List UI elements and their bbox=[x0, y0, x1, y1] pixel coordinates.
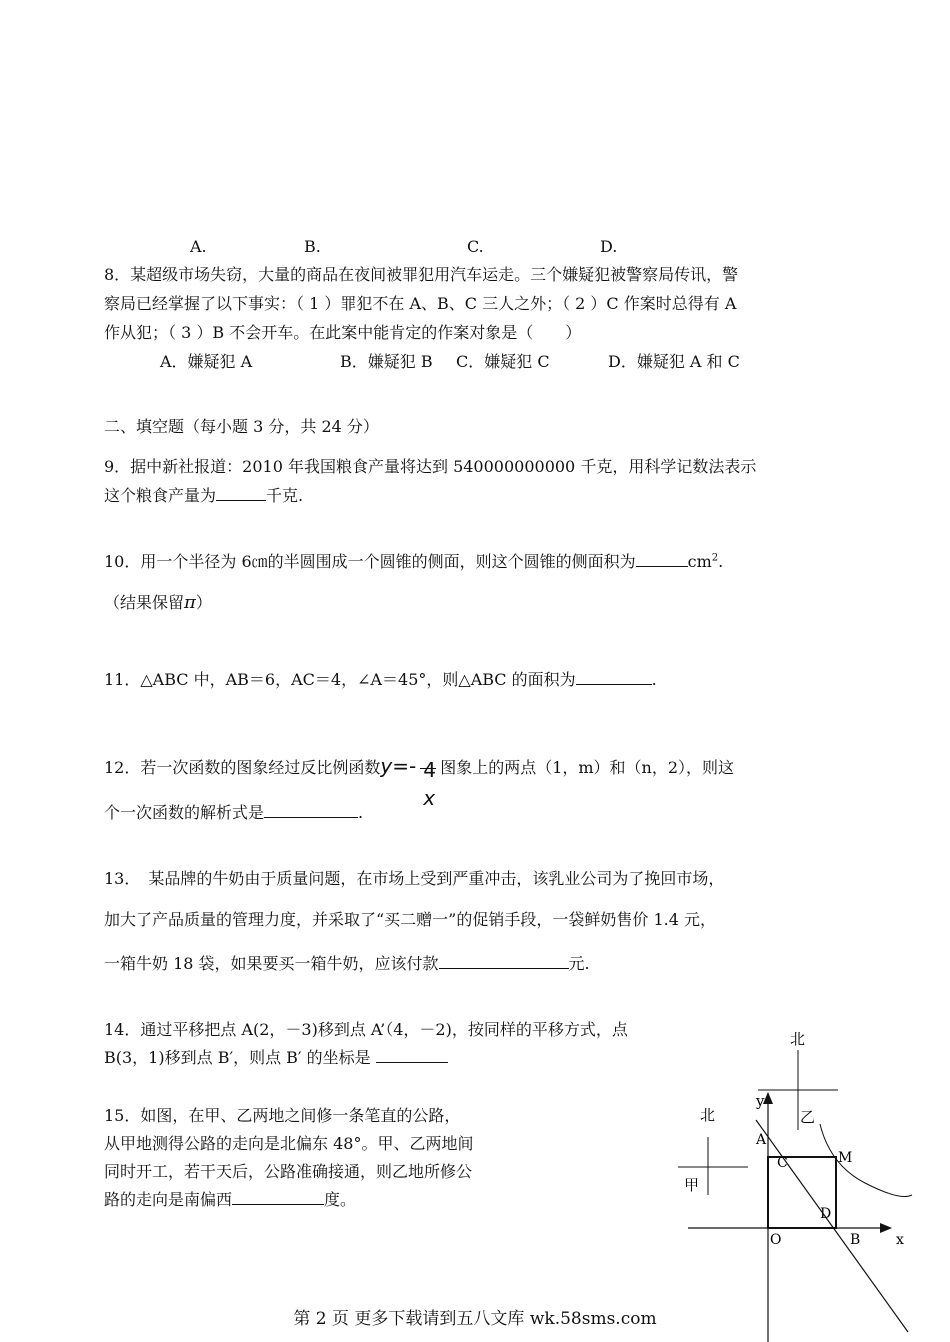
q15-line-2: 从甲地测得公路的走向是北偏东 48°。甲、乙两地间 bbox=[104, 1134, 474, 1153]
q15-answer-blank[interactable] bbox=[232, 1190, 324, 1205]
q7-option-d: D. bbox=[600, 237, 618, 256]
q11-answer-blank[interactable] bbox=[576, 670, 652, 685]
label-x: x bbox=[896, 1232, 904, 1248]
label-o: O bbox=[770, 1232, 782, 1248]
formula-fraction bbox=[418, 742, 438, 810]
label-d: D bbox=[820, 1206, 832, 1222]
q12-text-2: 个一次函数的解析式是 bbox=[104, 803, 265, 822]
q13-line-3 bbox=[104, 951, 590, 974]
q13-answer-blank[interactable] bbox=[439, 954, 569, 969]
q12-answer-blank[interactable] bbox=[264, 803, 358, 818]
q12-line-2 bbox=[104, 800, 363, 823]
label-y: y bbox=[756, 1092, 765, 1110]
q8-option-c: C．嫌疑犯 C bbox=[456, 352, 550, 371]
q12-period: . bbox=[358, 803, 364, 822]
fraction-numerator: 4 bbox=[423, 757, 436, 782]
q10-period: . bbox=[718, 552, 724, 571]
label-yi: 乙 bbox=[800, 1108, 816, 1126]
q10-line-2 bbox=[104, 590, 212, 613]
q11-text: 11．△ABC 中，AB＝6，AC＝4，∠A＝45°，则△ABC 的面积为 bbox=[104, 670, 576, 689]
label-north-top: 北 bbox=[790, 1030, 806, 1048]
q10-answer-blank[interactable] bbox=[636, 552, 688, 567]
q8-line-3: 作从犯；（ 3 ）B 不会开车。在此案中能肯定的作案对象是（ ） bbox=[104, 323, 582, 342]
q14-line-2 bbox=[104, 1045, 448, 1068]
q13-unit: 元. bbox=[568, 954, 590, 973]
pi-symbol: π bbox=[184, 592, 196, 613]
q8-option-a: A．嫌疑犯 A bbox=[160, 352, 253, 371]
q11-period: . bbox=[651, 670, 657, 689]
q8-option-d: D．嫌疑犯 A 和 C bbox=[608, 352, 740, 371]
q10-text: 10．用一个半径为 6㎝的半圆围成一个圆锥的侧面，则这个圆锥的侧面积为 bbox=[104, 552, 636, 571]
formula-y: y bbox=[380, 754, 393, 778]
q8-line-1: 8．某超级市场失窃，大量的商品在夜间被罪犯用汽车运走。三个嫌疑犯被警察局传讯，警 bbox=[104, 265, 739, 284]
label-jia: 甲 bbox=[684, 1176, 700, 1194]
q13-text-3: 一箱牛奶 18 袋，如果要买一箱牛奶，应该付款 bbox=[104, 954, 439, 973]
q14-answer-blank[interactable] bbox=[376, 1048, 448, 1063]
label-b: B bbox=[850, 1232, 861, 1248]
x-axis-arrow bbox=[880, 1223, 892, 1233]
q13-line-1: 13． 某品牌的牛奶由于质量问题，在市场上受到严重冲击，该乳业公司为了挽回市场， bbox=[104, 869, 725, 888]
q10-line-1 bbox=[104, 549, 723, 572]
q9-line-1: 9．据中新社报道：2010 年我国粮食产量将达到 540000000000 千克，用科学记数法表示 bbox=[104, 457, 757, 476]
q9-answer-blank[interactable] bbox=[216, 486, 266, 501]
fraction-bar bbox=[420, 768, 436, 769]
q8-line-2: 察局已经掌握了以下事实：（ 1 ）罪犯不在 A、B、C 三人之外；（ 2 ）C 作案时总得有 A bbox=[104, 294, 737, 313]
figure-diagram bbox=[660, 1020, 920, 1342]
q11-line bbox=[104, 667, 657, 690]
q12-text: 12．若一次函数的图象经过反比例函数 bbox=[104, 758, 381, 777]
q7-option-b: B. bbox=[304, 237, 321, 256]
q15-unit: 度。 bbox=[324, 1190, 357, 1209]
fraction-denominator: x bbox=[423, 785, 436, 810]
label-north-left: 北 bbox=[700, 1106, 716, 1124]
q9-text: 这个粮食产量为 bbox=[104, 486, 217, 505]
hyperbola-curve bbox=[820, 1124, 912, 1197]
q7-option-a: A. bbox=[190, 237, 207, 256]
q15-text-4: 路的走向是南偏西 bbox=[104, 1190, 233, 1209]
q8-option-b: B．嫌疑犯 B bbox=[340, 352, 433, 371]
q7-option-c: C. bbox=[467, 237, 484, 256]
q10-unit: cm bbox=[687, 552, 712, 571]
q10-note-open: （结果保留 bbox=[104, 593, 185, 612]
q9-unit: 千克. bbox=[266, 486, 304, 505]
q12-line-1 bbox=[104, 738, 735, 810]
section-2-title: 二、填空题（每小题 3 分，共 24 分） bbox=[104, 417, 379, 436]
q10-unit-exponent: 2 bbox=[711, 552, 719, 564]
q15-line-3: 同时开工，若干天后，公路准确接通，则乙地所修公 bbox=[104, 1162, 473, 1181]
formula-equals-minus: =- bbox=[392, 754, 417, 778]
label-a: A bbox=[756, 1132, 767, 1148]
y-axis-arrow bbox=[763, 1092, 773, 1104]
page-footer: 第 2 页 更多下载请到五八文库 wk.58sms.com bbox=[293, 1309, 657, 1329]
q15-line-1: 15．如图，在甲、乙两地之间修一条笔直的公路， bbox=[104, 1106, 461, 1125]
label-m: M bbox=[838, 1150, 853, 1166]
q12-text-cont: 图象上的两点（1，m）和（n，2），则这 bbox=[440, 758, 735, 777]
label-c: C bbox=[777, 1155, 788, 1171]
q13-line-2: 加大了产品质量的管理力度，并采取了“买二赠一”的促销手段，一袋鲜奶售价 1.4 元， bbox=[104, 910, 716, 929]
q9-line-2 bbox=[104, 483, 303, 506]
q14-line-1: 14．通过平移把点 A(2，－3)移到点 A’（4，－2)，按同样的平移方式，点 bbox=[104, 1020, 628, 1039]
q10-note-close: ） bbox=[195, 593, 212, 612]
q14-text-2: B(3，1)移到点 B′，则点 B′ 的坐标是 bbox=[104, 1048, 371, 1067]
q15-line-4 bbox=[104, 1187, 356, 1210]
